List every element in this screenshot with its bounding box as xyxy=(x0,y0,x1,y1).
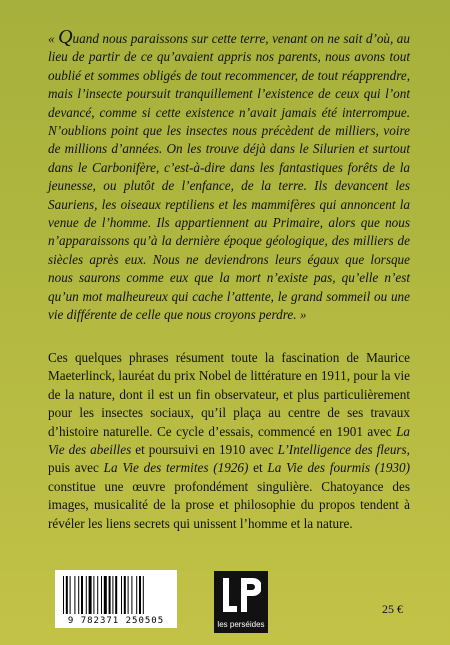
summary-part-4: et xyxy=(248,460,268,476)
back-cover-quote xyxy=(48,28,410,325)
title-intelligence-des-fleurs: L’Intelligence des fleurs xyxy=(277,442,407,458)
quote-drop-initial: Q xyxy=(58,26,73,48)
isbn-digits: 9 782371 250505 xyxy=(67,616,165,626)
quote-text: uand nous paraissons sur cette terre, venant on ne sait d’où, au lieu de partir de ce qu’avaient appris nos parents, nous avons tout oublié et sommes obligés de tout recommencer, de tout réapprendre, mais l’insecte poursuit tranquillement l’existence de ceux qui l’ont devancé, comme si cette existence n’avait jamais été interrompue. N’oublions point que les insectes nous précèdent de milliers, voire de millions d’années. On les trouve déjà dans le Silurien et surtout dans le Carbonifère, c’est-à-dire dans les fantastiques forêts de la jeunesse, ou plutôt de l’enfance, de la terre. Ils devancent les Sauriens, les oiseaux reptiliens et les mammifères qui annoncent la venue de l’homme. Ils appartiennent au Primaire, alors que nous n’apparaissons qu’à la dernière époque géologique, des milliers de siècles après eux. Nous ne deviendrons leurs égaux que lorsque nous saurons comme eux que la mort n’existe pas, qu’elle n’est qu’un mot malheureux qui cache l’attente, le grand sommeil ou une vie différente de celle que nous croyons perdre. » xyxy=(48,31,410,323)
summary-part-3: , puis avec xyxy=(48,442,410,476)
summary-part-1: Ces quelques phrases résument toute la fascination de Maurice Maeterlinck, lauréat du prix Nobel de littérature en 1911, pour la vie de la nature, dont il est un fin observateur, et plus particulièrement pour les insectes sociaux, qu’il plaça au centre de ses travaux d’histoire naturelle. Ce cycle d’essais, commencé en 1901 avec xyxy=(48,350,410,439)
quote-open-mark: « xyxy=(48,31,59,46)
price-label: 25 € xyxy=(382,602,403,616)
title-vie-des-termites: La Vie des termites (1926) xyxy=(103,460,249,476)
barcode-bars-icon xyxy=(63,576,169,614)
summary-part-2: et poursuivi en 1910 avec xyxy=(131,442,278,458)
publisher-name: les perséides xyxy=(217,620,265,629)
title-vie-des-abeilles: La Vie des abeilles xyxy=(48,423,410,458)
publisher-logo xyxy=(214,571,268,633)
book-summary xyxy=(48,349,410,533)
title-vie-des-fourmis: La Vie des fourmis (1930) xyxy=(267,460,410,476)
summary-part-5: constitue une œuvre profondément singulière. Chatoyance des images, musicalité de la prose et philosophie du propos tendent à révéler les liens secrets qui unissent l’homme et la nature. xyxy=(48,478,410,531)
isbn-barcode xyxy=(55,570,177,628)
lp-logo-icon xyxy=(221,576,261,616)
